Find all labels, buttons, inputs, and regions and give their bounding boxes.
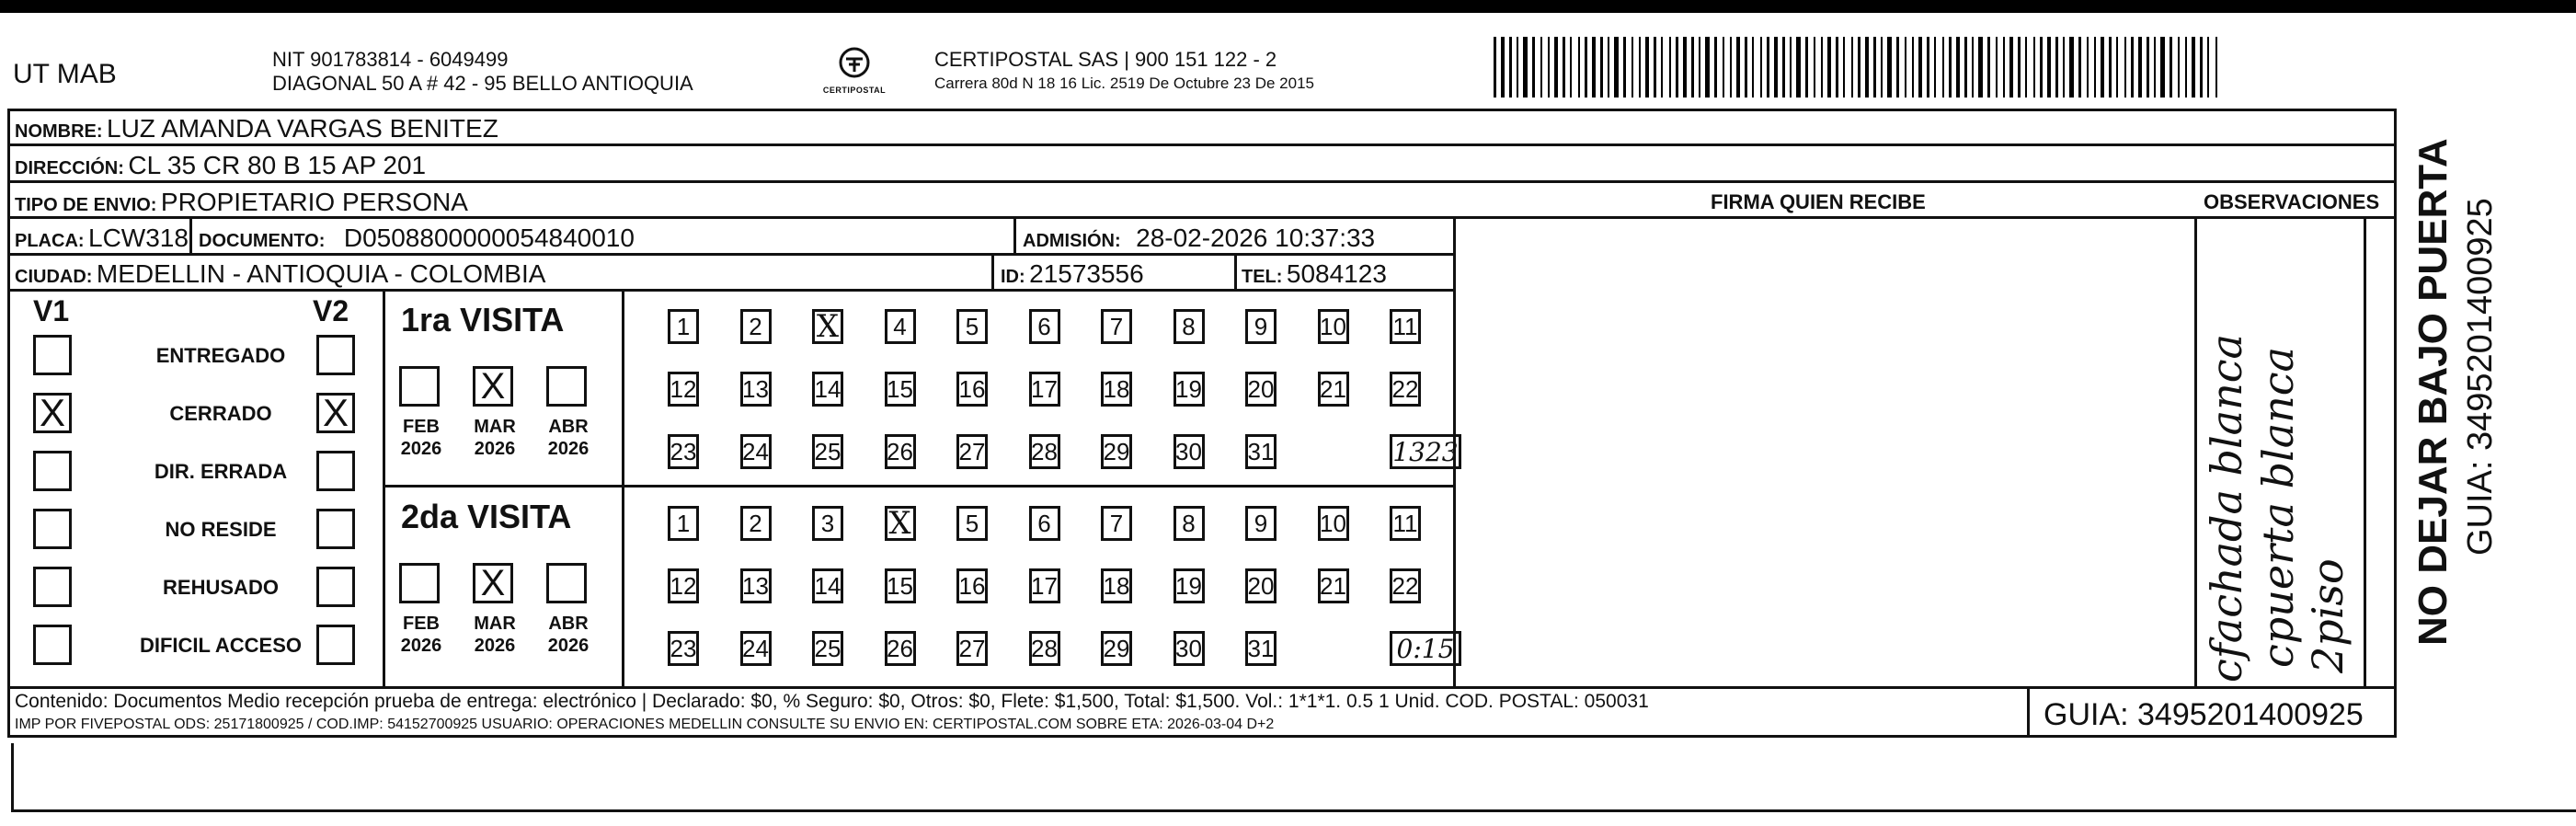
day-cell[interactable]: 4	[885, 309, 916, 344]
observacion-line-3: 2piso	[2303, 558, 2353, 673]
day-cell[interactable]: 24	[740, 434, 772, 469]
year-label: 2026	[474, 636, 516, 656]
barcode-bar	[2215, 37, 2217, 98]
day-cell[interactable]: 12	[668, 568, 699, 603]
barcode-bar	[1873, 37, 1876, 98]
barcode-bar	[2047, 37, 2051, 98]
ciudad-field	[15, 261, 545, 287]
day-cell[interactable]: 1	[668, 309, 699, 344]
day-cell[interactable]: 27	[956, 434, 988, 469]
day-cell[interactable]: 3	[812, 506, 843, 541]
month-checkbox[interactable]: X	[473, 563, 513, 603]
month-checkbox[interactable]	[546, 366, 587, 407]
observaciones-area	[2194, 219, 2364, 686]
year-label: 2026	[547, 439, 590, 459]
day-cell[interactable]: 18	[1101, 568, 1132, 603]
barcode-bar	[1821, 37, 1823, 98]
tel-value: 5084123	[1286, 259, 1387, 288]
carrier-license: Carrera 80d N 18 16 Lic. 2519 De Octubre 23 De 2015	[934, 75, 1314, 92]
barcode-bar	[1836, 37, 1838, 98]
barcode-bar	[1790, 37, 1792, 98]
admision-label: ADMISIÓN:	[1023, 231, 1121, 251]
day-cell[interactable]: 20	[1245, 568, 1277, 603]
barcode-bar	[1814, 37, 1815, 98]
barcode-icon	[1494, 37, 2227, 98]
ciudad-value: MEDELLIN - ANTIOQUIA - COLOMBIA	[96, 259, 546, 288]
year-label: 2026	[400, 636, 442, 656]
barcode-bar	[2040, 37, 2043, 98]
documento-label: DOCUMENTO:	[199, 231, 326, 251]
barcode-bar	[1956, 37, 1960, 98]
barcode-bar	[1532, 37, 1535, 98]
day-cell[interactable]: 22	[1390, 568, 1421, 603]
day-cell[interactable]: 11	[1390, 506, 1421, 541]
day-cell[interactable]: 19	[1174, 372, 1205, 407]
barcode-bar	[1730, 37, 1732, 98]
imp-text: IMP POR FIVEPOSTAL ODS: 25171800925 / COD.IMP: 54152700925 USUARIO: OPERACIONES MEDELLIN CONSULTE SU ENVIO EN: CERTIPOSTAL.COM SOBRE ETA: 2026-03-04 D+2	[15, 717, 1275, 732]
month-label: MAR	[474, 614, 516, 634]
time-cell[interactable]: 0:15	[1390, 631, 1461, 666]
visit-title: 2da VISITA	[401, 498, 572, 535]
status-label: CERRADO	[169, 402, 272, 425]
day-cell[interactable]: 26	[885, 434, 916, 469]
barcode-bar	[1942, 37, 1944, 98]
day-cell[interactable]: 13	[740, 568, 772, 603]
tipo-envio-row	[15, 189, 468, 215]
barcode-bar	[2116, 37, 2118, 98]
barcode-bar	[2078, 37, 2081, 98]
nombre-row	[15, 116, 498, 142]
day-cell[interactable]: 5	[956, 309, 988, 344]
day-cell[interactable]: 18	[1101, 372, 1132, 407]
barcode-bar	[2178, 37, 2180, 98]
barcode-bar	[1760, 37, 1762, 98]
barcode-bar	[1600, 37, 1603, 98]
status-v1-checkbox[interactable]	[33, 625, 72, 665]
barcode-bar	[1705, 37, 1710, 98]
status-v1-checkbox[interactable]	[33, 567, 72, 607]
day-cell[interactable]: 14	[812, 372, 843, 407]
day-cell[interactable]: 12	[668, 372, 699, 407]
day-cell[interactable]: 7	[1101, 309, 1132, 344]
barcode-bar	[1858, 37, 1860, 98]
barcode-bar	[2192, 37, 2195, 98]
sender-address: DIAGONAL 50 A # 42 - 95 BELLO ANTIOQUIA	[272, 72, 693, 95]
day-cell[interactable]: 23	[668, 631, 699, 666]
month-label: FEB	[403, 417, 440, 437]
top-black-bar	[0, 0, 2576, 13]
day-cell[interactable]: 15	[885, 372, 916, 407]
day-cell[interactable]: 25	[812, 434, 843, 469]
status-label: DIR. ERRADA	[154, 460, 288, 483]
barcode-bar	[1592, 37, 1596, 98]
barcode-bar	[2147, 37, 2149, 98]
barcode-bar	[1654, 37, 1656, 98]
day-cell[interactable]: 28	[1029, 434, 1060, 469]
company-name: UT MAB	[13, 59, 117, 89]
day-cell[interactable]: 19	[1174, 568, 1205, 603]
barcode-bar	[1918, 37, 1922, 98]
day-cell[interactable]: 6	[1029, 506, 1060, 541]
barcode-bar	[1905, 37, 1906, 98]
barcode-bar	[1661, 37, 1663, 98]
barcode-bar	[1996, 37, 1998, 98]
tipo-envio-value: PROPIETARIO PERSONA	[160, 188, 468, 216]
day-cell[interactable]: 11	[1390, 309, 1421, 344]
barcode-bar	[2101, 37, 2104, 98]
admision-field	[1023, 225, 1375, 251]
barcode-bar	[1774, 37, 1778, 98]
ciudad-label: CIUDAD:	[15, 267, 93, 287]
barcode-bar	[1987, 37, 1990, 98]
day-cell[interactable]: 16	[956, 372, 988, 407]
month-checkbox[interactable]	[546, 563, 587, 603]
barcode-bar	[2055, 37, 2058, 98]
tel-label: TEL:	[1242, 267, 1283, 287]
nit-text: NIT 901783814 - 6049499	[272, 48, 509, 71]
barcode-bar	[1548, 37, 1550, 98]
day-cell[interactable]: 30	[1174, 631, 1205, 666]
barcode-bar	[1714, 37, 1717, 98]
day-cell[interactable]: 28	[1029, 631, 1060, 666]
barcode-bar	[1523, 37, 1528, 98]
barcode-bar	[1501, 37, 1505, 98]
barcode-bar	[2109, 37, 2112, 98]
status-label: ENTREGADO	[155, 344, 286, 367]
day-cell[interactable]: 9	[1245, 506, 1277, 541]
month-checkbox[interactable]: X	[473, 366, 513, 407]
documento-value: D0508800000054840010	[343, 224, 635, 252]
barcode-bar	[1578, 37, 1580, 98]
barcode-bar	[1796, 37, 1801, 98]
barcode-bar	[1494, 37, 1496, 98]
barcode-bar	[1554, 37, 1558, 98]
barcode-bar	[1691, 37, 1694, 98]
nombre-label: NOMBRE:	[15, 121, 103, 142]
observacion-line-1: cfachada blanca	[2202, 334, 2251, 683]
status-v1-checkbox[interactable]	[33, 451, 72, 491]
status-v1-checkbox[interactable]	[33, 509, 72, 549]
id-value: 21573556	[1029, 259, 1144, 288]
barcode-bar	[1927, 37, 1929, 98]
status-label: NO RESIDE	[165, 518, 277, 541]
month-label: MAR	[474, 417, 516, 437]
status-v2-checkbox[interactable]	[316, 509, 355, 549]
barcode-bar	[2131, 37, 2134, 98]
admision-value: 28-02-2026 10:37:33	[1136, 224, 1376, 252]
id-label: ID:	[1001, 267, 1025, 287]
status-v1-checkbox[interactable]	[33, 335, 72, 375]
day-cell[interactable]: 24	[740, 631, 772, 666]
day-cell[interactable]: 29	[1101, 631, 1132, 666]
direccion-label: DIRECCIÓN:	[15, 158, 124, 178]
day-cell[interactable]: 2	[740, 506, 772, 541]
day-cell[interactable]: 29	[1101, 434, 1132, 469]
carrier-name: CERTIPOSTAL SAS | 900 151 122 - 2	[934, 48, 1277, 71]
day-cell[interactable]: 20	[1245, 372, 1277, 407]
barcode-bar	[2009, 37, 2013, 98]
status-v2-checkbox[interactable]	[316, 625, 355, 665]
barcode-bar	[1851, 37, 1853, 98]
observaciones-label: OBSERVACIONES	[2204, 190, 2380, 213]
barcode-bar	[2094, 37, 2096, 98]
day-cell[interactable]: 23	[668, 434, 699, 469]
barcode-bar	[1631, 37, 1633, 98]
day-cell[interactable]: 30	[1174, 434, 1205, 469]
month-checkbox[interactable]	[399, 366, 440, 407]
barcode-bar	[1767, 37, 1769, 98]
barcode-bar	[2154, 37, 2156, 98]
direccion-row	[15, 153, 426, 178]
barcode-bar	[1585, 37, 1587, 98]
barcode-bar	[2003, 37, 2005, 98]
barcode-bar	[2170, 37, 2172, 98]
status-v2-checkbox[interactable]	[316, 567, 355, 607]
time-cell[interactable]: 1323	[1390, 434, 1461, 469]
barcode-bar	[1805, 37, 1808, 98]
barcode-bar	[2160, 37, 2165, 98]
v2-header: V2	[313, 294, 349, 327]
barcode-bar	[1563, 37, 1565, 98]
tel-field	[1242, 261, 1387, 287]
barcode-bar	[1782, 37, 1785, 98]
barcode-bar	[1865, 37, 1869, 98]
day-cell[interactable]: 27	[956, 631, 988, 666]
id-field	[1001, 261, 1144, 287]
month-checkbox[interactable]	[399, 563, 440, 603]
barcode-bar	[1676, 37, 1678, 98]
barcode-bar	[1736, 37, 1740, 98]
status-label: DIFICIL ACCESO	[139, 634, 302, 657]
year-label: 2026	[400, 439, 442, 459]
barcode-bar	[2200, 37, 2203, 98]
observacion-line-2: cpuerta blanca	[2253, 347, 2303, 668]
barcode-bar	[2025, 37, 2027, 98]
status-v1-checkbox[interactable]: X	[33, 393, 72, 433]
status-v2-checkbox[interactable]	[316, 335, 355, 375]
barcode-bar	[1912, 37, 1914, 98]
barcode-bar	[1745, 37, 1747, 98]
barcode-bar	[1699, 37, 1700, 98]
year-label: 2026	[547, 636, 590, 656]
nombre-value: LUZ AMANDA VARGAS BENITEZ	[107, 114, 498, 143]
placa-label: PLACA:	[15, 231, 85, 251]
month-label: FEB	[403, 614, 440, 634]
barcode-bar	[2087, 37, 2089, 98]
day-cell[interactable]: 15	[885, 568, 916, 603]
placa-value: LCW318	[88, 224, 189, 252]
day-cell[interactable]: 17	[1029, 372, 1060, 407]
barcode-bar	[2207, 37, 2209, 98]
barcode-bar	[1608, 37, 1609, 98]
day-cell[interactable]: 17	[1029, 568, 1060, 603]
day-cell[interactable]: 8	[1174, 506, 1205, 541]
barcode-bar	[1752, 37, 1754, 98]
day-cell[interactable]: 1	[668, 506, 699, 541]
barcode-bar	[1827, 37, 1831, 98]
month-label: ABR	[548, 417, 589, 437]
day-cell[interactable]: 21	[1318, 372, 1349, 407]
day-cell[interactable]: 6	[1029, 309, 1060, 344]
day-cell[interactable]: 25	[812, 631, 843, 666]
day-cell[interactable]: X	[885, 506, 916, 541]
day-cell[interactable]: 9	[1245, 309, 1277, 344]
day-cell[interactable]: 10	[1318, 309, 1349, 344]
day-cell[interactable]: 5	[956, 506, 988, 541]
certipostal-logo	[817, 44, 892, 101]
day-cell[interactable]: X	[812, 309, 843, 344]
barcode-bar	[1669, 37, 1671, 98]
barcode-bar	[1881, 37, 1883, 98]
barcode-bar	[1623, 37, 1626, 98]
day-cell[interactable]: 31	[1245, 631, 1277, 666]
side-notice	[2402, 109, 2540, 738]
barcode-bar	[1639, 37, 1641, 98]
month-label: ABR	[548, 614, 589, 634]
barcode-bar	[1896, 37, 1899, 98]
placa-field	[15, 225, 189, 251]
year-label: 2026	[474, 439, 516, 459]
day-cell[interactable]: 26	[885, 631, 916, 666]
visit-title: 1ra VISITA	[401, 301, 565, 338]
direccion-value: CL 35 CR 80 B 15 AP 201	[128, 151, 427, 179]
day-cell[interactable]: 2	[740, 309, 772, 344]
status-v2-checkbox[interactable]: X	[316, 393, 355, 433]
day-cell[interactable]: 13	[740, 372, 772, 407]
barcode-bar	[1645, 37, 1649, 98]
barcode-bar	[2185, 37, 2187, 98]
no-dejar-bajo-puerta: NO DEJAR BAJO PUERTA	[2410, 138, 2456, 646]
barcode-bar	[1509, 37, 1512, 98]
barcode-bar	[1887, 37, 1892, 98]
logo-caption: CERTIPOSTAL	[822, 86, 887, 95]
day-cell[interactable]: 7	[1101, 506, 1132, 541]
firma-label: FIRMA QUIEN RECIBE	[1711, 190, 1926, 213]
status-label: REHUSADO	[163, 576, 279, 599]
day-cell[interactable]: 14	[812, 568, 843, 603]
barcode-bar	[1972, 37, 1974, 98]
barcode-bar	[2124, 37, 2126, 98]
barcode-bar	[2069, 37, 2074, 98]
status-v2-checkbox[interactable]	[316, 451, 355, 491]
barcode-bar	[1683, 37, 1687, 98]
v1-header: V1	[33, 294, 70, 327]
barcode-bar	[1978, 37, 1983, 98]
side-guia: GUIA: 3495201400925	[2461, 198, 2500, 556]
barcode-bar	[1540, 37, 1542, 98]
day-cell[interactable]: 22	[1390, 372, 1421, 407]
barcode-bar	[2018, 37, 2021, 98]
day-cell[interactable]: 8	[1174, 309, 1205, 344]
barcode-bar	[1570, 37, 1572, 98]
day-cell[interactable]: 16	[956, 568, 988, 603]
barcode-bar	[1964, 37, 1967, 98]
barcode-bar	[1934, 37, 1936, 98]
barcode-bar	[2138, 37, 2142, 98]
documento-field	[199, 225, 635, 251]
barcode-bar	[1949, 37, 1952, 98]
barcode-bar	[1517, 37, 1518, 98]
footer-guia: GUIA: 3495201400925	[2044, 697, 2364, 732]
barcode-bar	[1723, 37, 1724, 98]
tipo-envio-label: TIPO DE ENVIO:	[15, 195, 157, 215]
day-cell[interactable]: 21	[1318, 568, 1349, 603]
day-cell[interactable]: 10	[1318, 506, 1349, 541]
barcode-bar	[1614, 37, 1619, 98]
day-cell[interactable]: 31	[1245, 434, 1277, 469]
barcode-bar	[2063, 37, 2065, 98]
contenido-text: Contenido: Documentos Medio recepción prueba de entrega: electrónico | Declarado: $0, % Seguro: $0, Otros: $0, Flete: $1,500, Total: $1,500. Vol.: 1*1*1. 0.5 1 Unid. COD. POSTAL: 050031	[15, 691, 1649, 712]
barcode-bar	[1843, 37, 1845, 98]
barcode-bar	[2033, 37, 2035, 98]
